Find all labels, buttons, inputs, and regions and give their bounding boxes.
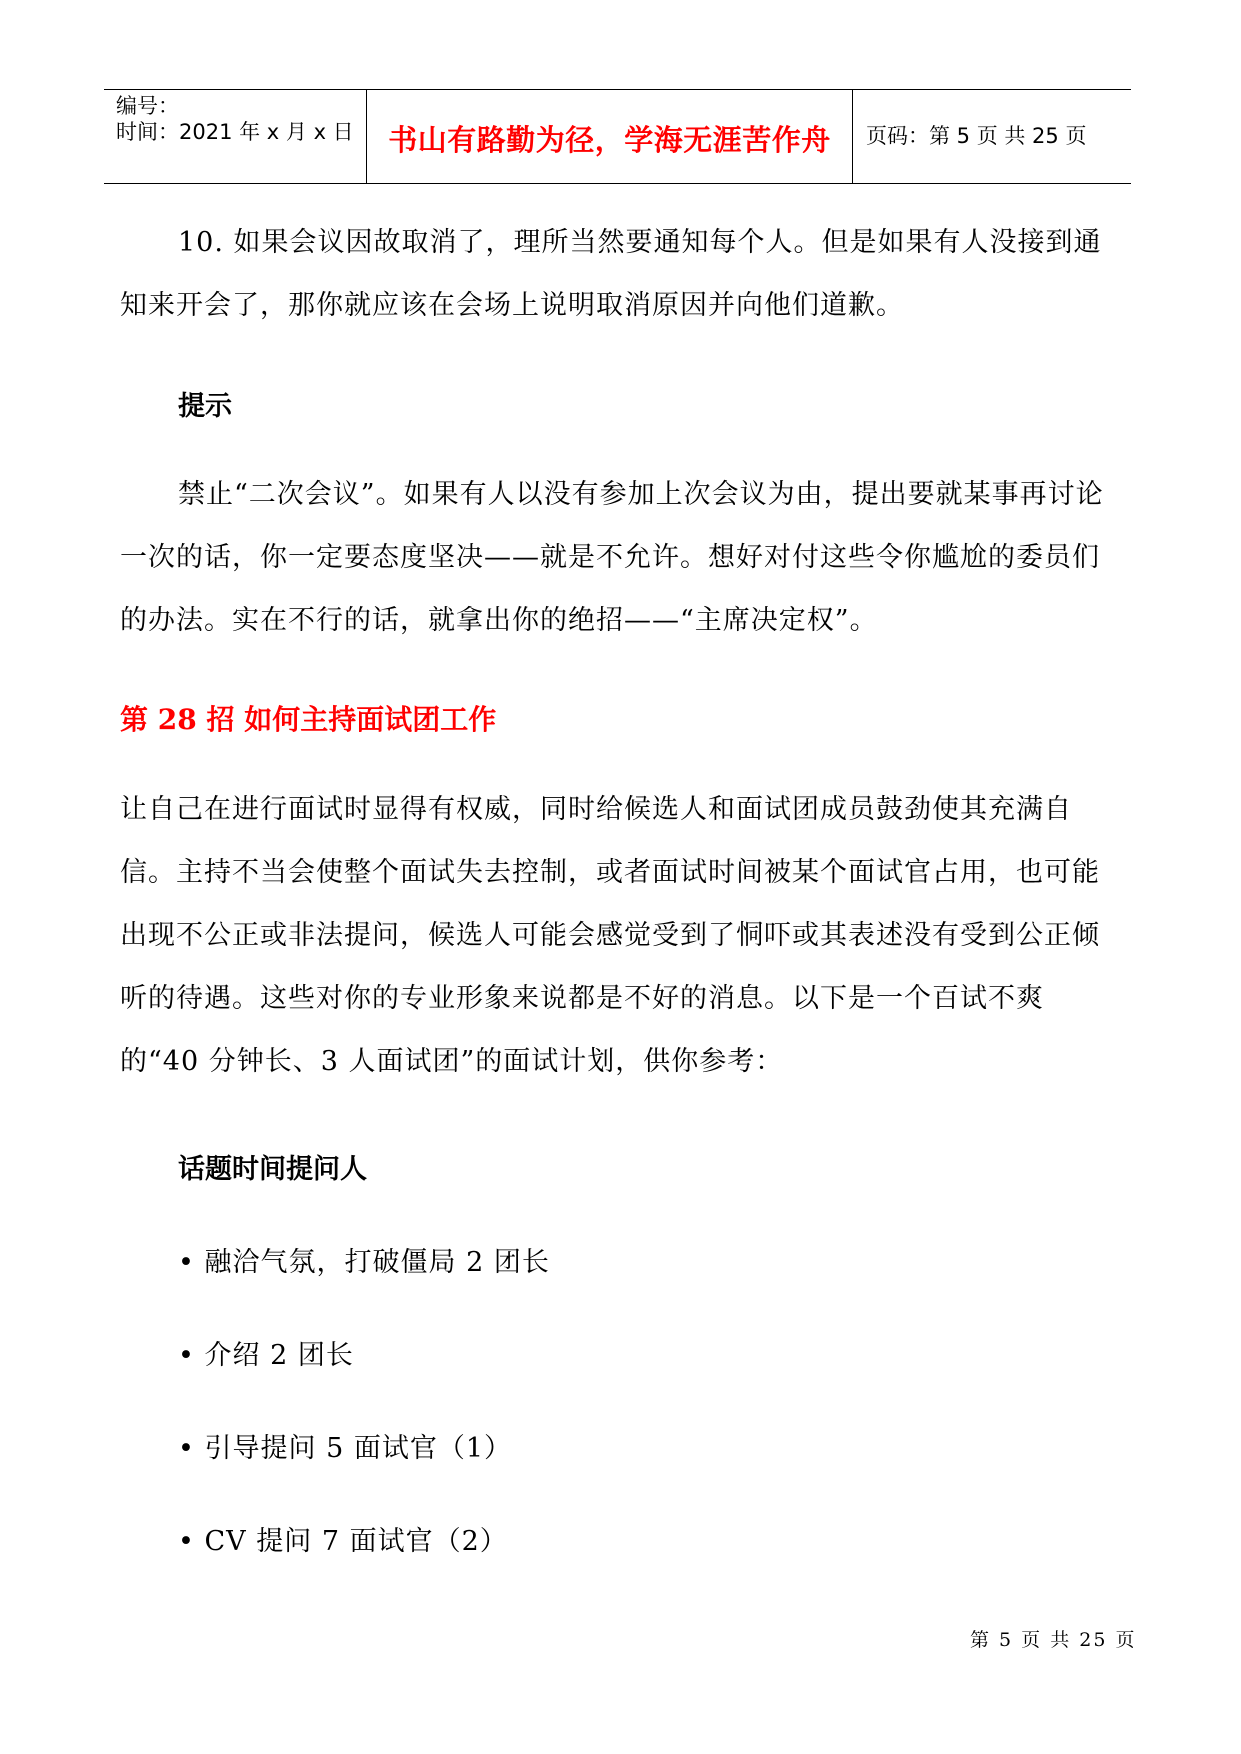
chapter-title: 第 28 招 如何主持面试团工作 [120, 703, 497, 736]
schedule-item: • CV 提问 7 面试官（2） [178, 1526, 508, 1557]
document-time-label: 时间：2021 年 x 月 x 日 [116, 120, 354, 144]
tip-heading: 提示 [178, 391, 232, 422]
paragraph-no-second-meeting: 禁止“二次会议”。如果有人以没有参加上次会议为由，提出要就某事再讨论一次的话，你一定要态度坚决——就是不允许。想好对付这些令你尴尬的委员们的办法。实在不行的话，就拿出你的绝招——“主席决定权”。 [120, 479, 1104, 636]
header-page-label: 页码：第 5 页 共 25 页 [866, 124, 1087, 148]
schedule-item: • 融洽气氛，打破僵局 2 团长 [178, 1247, 550, 1278]
schedule-item: • 引导提问 5 面试官（1） [178, 1433, 513, 1464]
paragraph-interview-panel: 让自己在进行面试时显得有权威，同时给候选人和面试团成员鼓劲使其充满自信。主持不当会使整个面试失去控制，或者面试时间被某个面试官占用，也可能出现不公正或非法提问，候选人可能会感觉受到了恫吓或其表述没有受到公正倾听的待遇。这些对你的专业形象来说都是不好的消息。以下是一个百试不爽的“40 分钟长、3 人面试团”的面试计划，供你参考： [120, 794, 1100, 1077]
header-left-cell [104, 90, 364, 183]
schedule-item: • 介绍 2 团长 [178, 1340, 354, 1371]
header-middle-cell [366, 90, 853, 183]
schedule-table-heading: 话题时间提问人 [178, 1154, 367, 1185]
page-footer: 第 5 页 共 25 页 [970, 1629, 1137, 1651]
header-right-cell [854, 90, 1131, 183]
paragraph-cancel-meeting: 10. 如果会议因故取消了，理所当然要通知每个人。但是如果有人没接到通知来开会了，那你就应该在会场上说明取消原因并向他们道歉。 [120, 227, 1102, 321]
header-motto: 书山有路勤为径，学海无涯苦作舟 [388, 123, 831, 157]
document-header [104, 89, 1131, 184]
document-number-label: 编号： [116, 94, 179, 118]
